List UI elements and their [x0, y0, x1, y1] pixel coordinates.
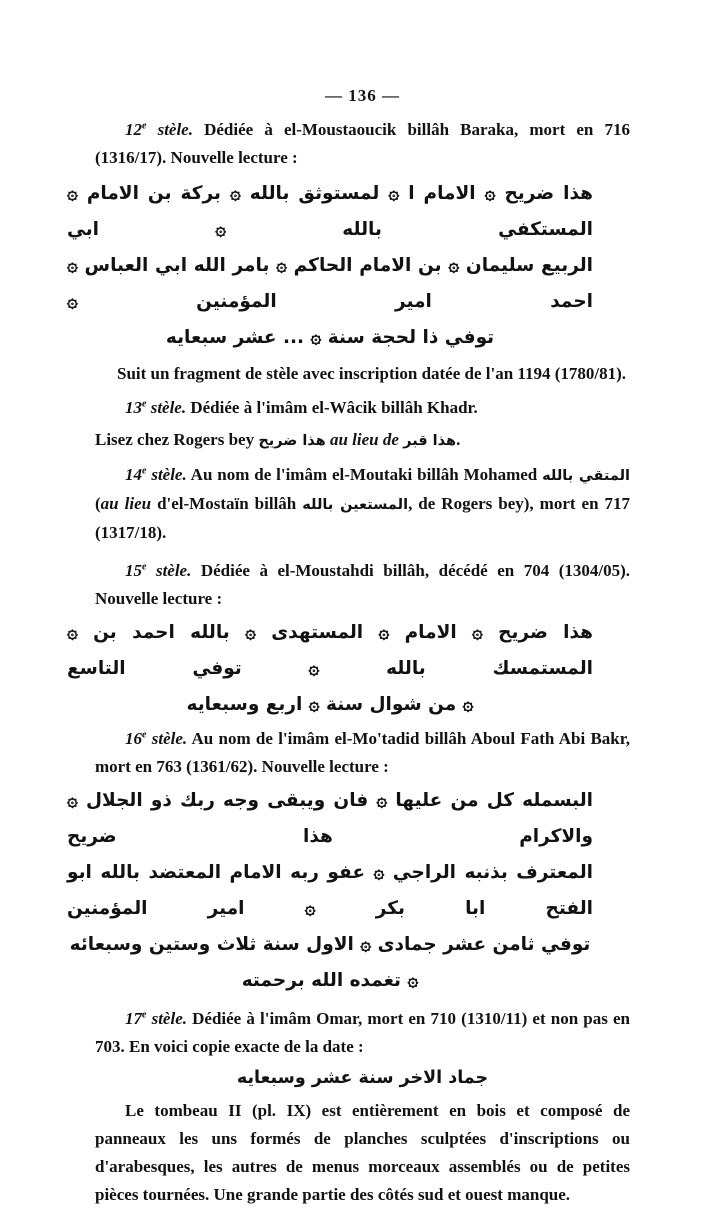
inline-arabic: هذا قبر — [403, 433, 457, 449]
arabic-line: الربيع سليمان ۞ بن الامام الحاكم ۞ بامر الله ابي العباس ۞ احمد امير المؤمنين ۞ — [67, 255, 593, 312]
ordinal-suffix: e — [142, 561, 147, 573]
stele-text: ( — [95, 494, 101, 513]
stele-text: , de Rogers bey), mort en 717 (1317/18). — [95, 494, 631, 542]
arabic-date-line: جماد الاخر سنة عشر وسبعايه — [236, 1068, 489, 1088]
ordinal-suffix: e — [142, 398, 147, 410]
stele-number: 17 — [125, 1009, 142, 1028]
stele-label: stèle. — [146, 120, 193, 139]
stele-text: Dédiée à el-Moustahdi billâh, décédé en 704 (1304/05). Nouvelle lecture : — [95, 561, 630, 608]
paragraph-stele-12 — [95, 116, 630, 172]
stele-number: 14 — [125, 465, 142, 484]
paragraph-stele-13 — [95, 394, 630, 422]
paragraph-stele-17 — [95, 1005, 630, 1061]
lisez-au-lieu-de: au lieu de — [325, 430, 404, 449]
ordinal-suffix: e — [142, 1009, 147, 1021]
paragraph-fragment: Suit un fragment de stèle avec inscription datée de l'an 1194 (1780/81). — [117, 364, 627, 383]
stele-number: 13 — [125, 398, 142, 417]
stele-text: d'el-Mostaïn billâh — [151, 494, 303, 513]
lisez-period: . — [456, 430, 461, 449]
ordinal-suffix: e — [142, 120, 147, 132]
arabic-line: هذا ضريح ۞ الامام ا ۞ لمستوثق بالله ۞ بركة بن الامام ۞ المستكفي بالله ۞ ابي — [67, 183, 593, 240]
arabic-line: المعترف بذنبه الراجي ۞ عفو ربه الامام المعتضد بالله ابو الفتح ابا بكر ۞ امير المؤمنين — [67, 862, 593, 919]
arabic-line: ۞ من شوال سنة ۞ اربع وسبعايه — [186, 694, 474, 715]
ordinal-suffix: e — [142, 729, 147, 741]
paragraph-tombeau: Le tombeau II (pl. IX) est entièrement en bois et composé de panneaux les uns formés de planches sculptées d'inscriptions ou d'arabesques, les autres de menus morceaux assemblés ou de petites pièces tournées. Une grande partie des côtés sud et ouest manque. — [95, 1101, 630, 1204]
arabic-line: هذا ضريح ۞ الامام ۞ المستهدى ۞ بالله احمد بن ۞ المستمسك بالله ۞ توفي التاسع — [67, 622, 593, 679]
stele-label: stèle. — [146, 1009, 187, 1028]
paragraph-lisez — [95, 426, 630, 455]
stele-number: 12 — [125, 120, 142, 139]
ordinal-suffix: e — [142, 465, 147, 477]
inline-arabic: المستعين بالله — [302, 497, 409, 513]
arabic-line: توفي ثامن عشر جمادى ۞ الاول سنة ثلاث وستين وسبعائه ۞ تغمده الله برحمته — [69, 934, 591, 991]
arabic-inscription-1 — [67, 176, 593, 356]
au-lieu-italic: au lieu — [100, 494, 152, 513]
stele-text: Au nom de l'imâm el-Moutaki billâh Mohamed — [186, 465, 543, 484]
stele-text: Au nom de l'imâm el-Mo'tadid billâh Aboul Fath Abi Bakr, mort en 763 (1361/62). Nouvelle lecture : — [95, 729, 630, 776]
stele-label: stèle. — [146, 465, 187, 484]
stele-text: Dédiée à l'imâm Omar, mort en 710 (1310/11) et non pas en 703. En voici copie exacte de la date : — [95, 1009, 630, 1056]
stele-text: Dédiée à el-Moustaoucik billâh Baraka, mort en 716 (1316/17). Nouvelle lecture : — [95, 120, 630, 167]
stele-text: Dédiée à l'imâm el-Wâcik billâh Khadr. — [186, 398, 478, 417]
stele-label: stèle. — [146, 398, 187, 417]
inline-arabic: هذا ضريح — [258, 433, 326, 449]
inline-arabic: المتقي بالله — [542, 468, 630, 484]
lisez-text: Lisez chez Rogers bey — [95, 430, 259, 449]
paragraph-stele-14 — [95, 461, 630, 547]
arabic-inscription-2 — [67, 615, 593, 723]
stele-number: 16 — [125, 729, 142, 748]
arabic-line: توفي ذا لحجة سنة ۞ ... عشر سبعايه — [165, 327, 495, 348]
stele-number: 15 — [125, 561, 142, 580]
paragraph-stele-15 — [95, 557, 630, 613]
arabic-line: البسمله كل من عليها ۞ فان ويبقى وجه ربك ذو الجلال ۞ والاكرام هذا ضريح — [67, 790, 593, 847]
stele-label: stèle. — [146, 729, 188, 748]
page-number: — 136 — — [325, 86, 400, 105]
stele-label: stèle. — [146, 561, 192, 580]
paragraph-stele-16 — [95, 725, 630, 781]
arabic-inscription-3 — [67, 783, 593, 999]
